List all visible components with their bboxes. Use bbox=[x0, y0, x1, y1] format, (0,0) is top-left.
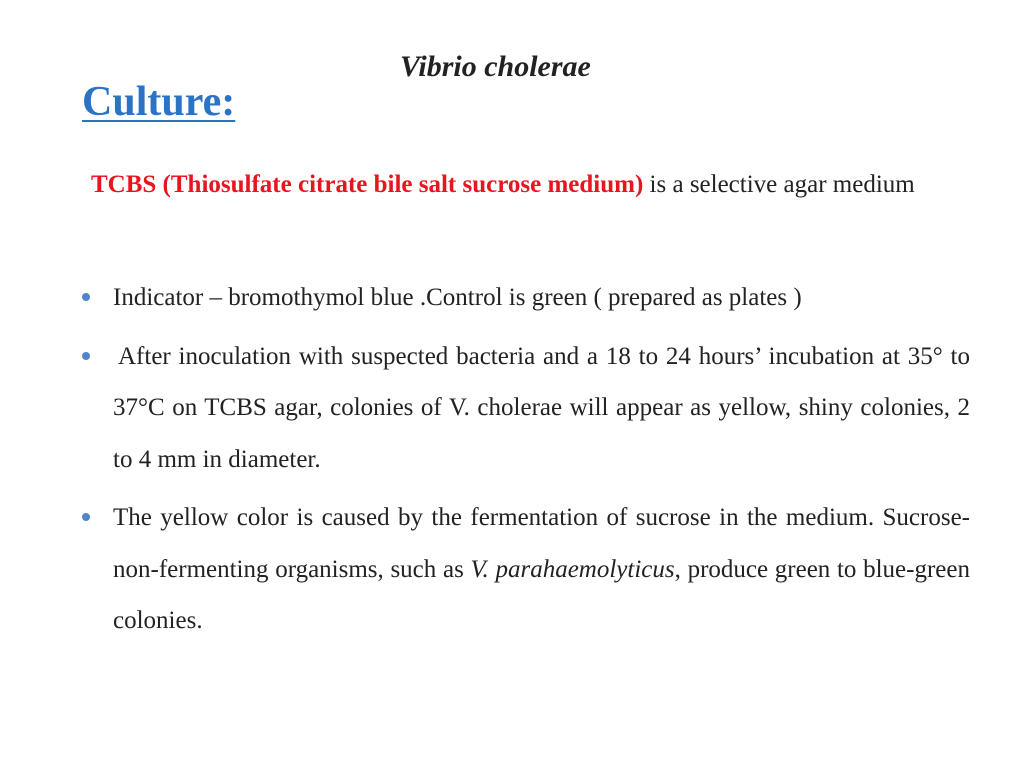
bullet-text-start: The yellow color is caused by the fermentation of sucrose in the medium. Sucrose-non-fermenting organisms, such as bbox=[113, 504, 970, 583]
medium-name: TCBS (Thiosulfate citrate bile salt sucrose medium) bbox=[91, 171, 644, 198]
bullet-text: After inoculation with suspected bacteria and a 18 to 24 hours’ incubation at 35° to 37°C on TCBS agar, colonies of V. cholerae will appear as yellow, shiny colonies, 2 to 4 mm in diameter. bbox=[113, 342, 970, 473]
intro-paragraph bbox=[82, 158, 970, 211]
organism-name: V. parahaemolyticus bbox=[470, 555, 675, 583]
bullet-text-end: , produce green to blue-green colonies. bbox=[113, 555, 970, 634]
bullet-item-inoculation bbox=[80, 331, 970, 486]
bullet-item-yellow-color bbox=[80, 492, 970, 647]
bullet-icon bbox=[82, 513, 90, 521]
bullet-list bbox=[80, 272, 970, 654]
slide-title: Vibrio cholerae bbox=[400, 50, 591, 83]
bullet-icon bbox=[82, 352, 90, 360]
section-heading: Culture: bbox=[82, 79, 236, 125]
bullet-item-indicator bbox=[80, 272, 970, 324]
bullet-icon bbox=[82, 293, 90, 301]
intro-text: is a selective agar medium bbox=[643, 171, 915, 198]
bullet-text: Indicator – bromothymol blue .Control is green ( prepared as plates ) bbox=[113, 284, 802, 311]
